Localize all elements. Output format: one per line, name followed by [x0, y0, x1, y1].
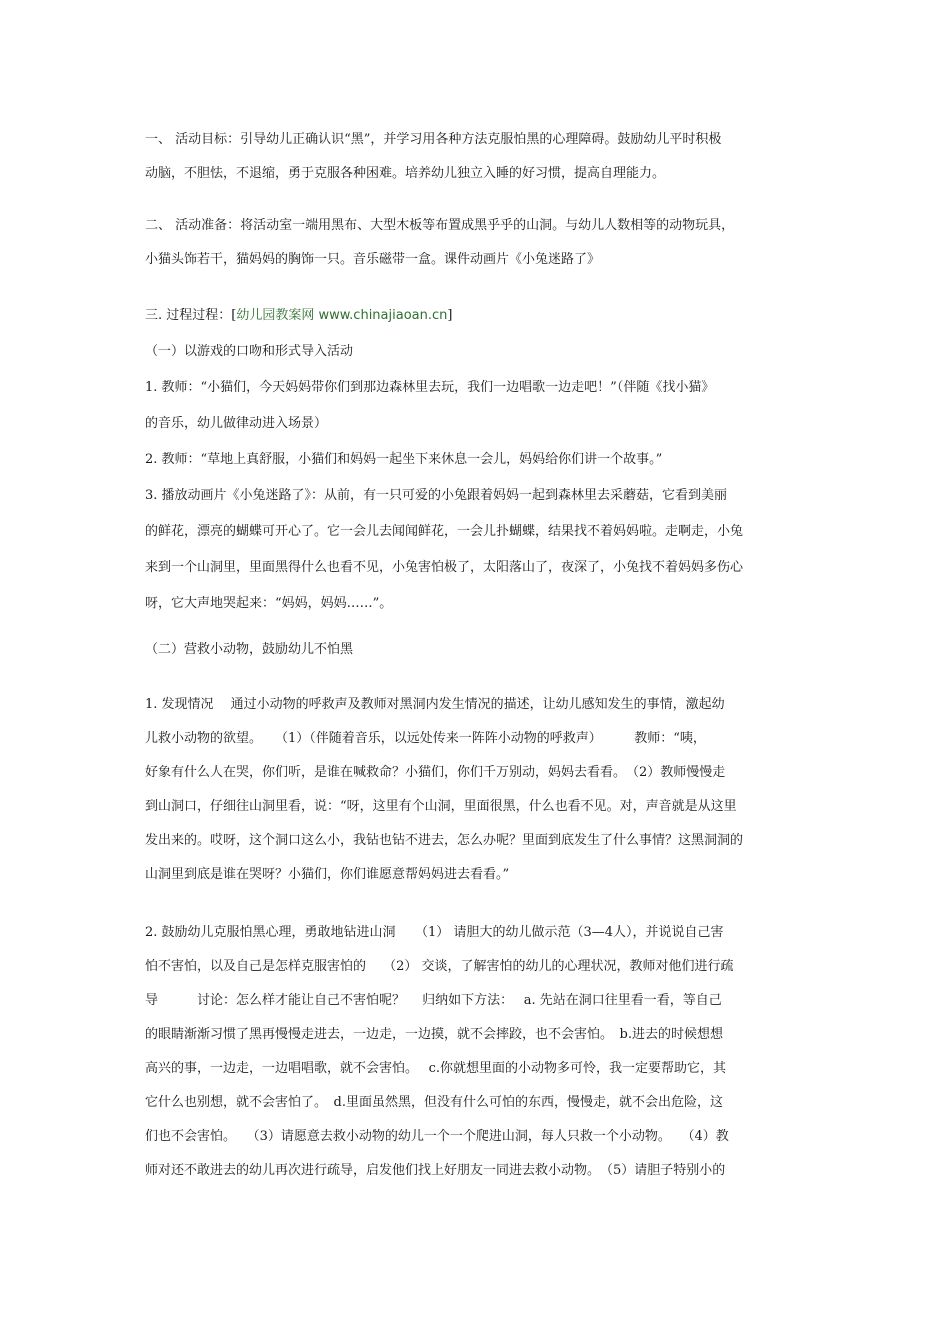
step-one-paragraph: [145, 688, 805, 892]
process-line-3: 的音乐，幼儿做律动进入场景）: [145, 416, 328, 431]
activity-goals-paragraph: [145, 123, 805, 191]
step-one-line-1: 1. 发现情况 通过小动物的呼救声及教师对黑洞内发生情况的描述，让幼儿感知发生的事情，激起幼: [145, 697, 725, 712]
process-line-6: 的鲜花，漂亮的蝴蝶可开心了。它一会儿去闻闻鲜花，一会儿扑蝴蝶，结果找不着妈妈啦。走啊走，小兔: [145, 524, 744, 539]
step-one-line-6: 山洞里到底是谁在哭呀？小猫们，你们谁愿意帮妈妈进去看看。”: [145, 867, 510, 882]
step-two-paragraph: [145, 916, 805, 1188]
step-two-line-1: 2. 鼓励幼儿克服怕黑心理，勇敢地钻进山洞 （1） 请胆大的幼儿做示范（3—4人），并说说自己害: [145, 925, 724, 940]
step-two-line-2: 怕不害怕，以及自己是怎样克服害怕的 （2） 交谈，了解害怕的幼儿的心理状况，教师对他们进行疏: [145, 959, 734, 974]
part-two-heading: [145, 633, 805, 667]
step-two-line-5: 高兴的事，一边走，一边唱唱歌，就不会害怕。 c.你就想里面的小动物多可怜，我一定要帮助它，其: [145, 1061, 727, 1076]
step-two-line-7: 们也不会害怕。 （3）请愿意去救小动物的幼儿一个一个爬进山洞，每人只救一个小动物。 （4）教: [145, 1129, 729, 1144]
process-heading: [145, 298, 805, 334]
process-line-7: 来到一个山洞里，里面黑得什么也看不见，小兔害怕极了，太阳落山了，夜深了，小兔找不着妈妈多伤心: [145, 560, 744, 575]
step-one-line-2: 儿救小动物的欲望。 （1）（伴随着音乐，以远处传来一阵阵小动物的呼救声） 教师：“咦，: [145, 731, 706, 746]
process-heading-suffix: ]: [447, 308, 453, 323]
step-one-line-3: 好象有什么人在哭，你们听，是谁在喊救命？小猫们，你们千万别动，妈妈去看看。 （2）教师慢慢走: [145, 765, 726, 780]
process-heading-prefix: 三. 过程过程：[: [145, 308, 237, 323]
process-line-1: （一）以游戏的口吻和形式导入活动: [145, 344, 354, 359]
goals-line-2: 动脑，不胆怯，不退缩，勇于克服各种困难。培养幼儿独立入睡的好习惯，提高自理能力。: [145, 166, 666, 181]
step-two-line-4: 的眼睛渐渐习惯了黑再慢慢走进去，一边走，一边摸，就不会摔跤，也不会害怕。 b.进去的时候想想: [145, 1027, 723, 1042]
preparation-line-2: 小猫头饰若干，猫妈妈的胸饰一只。音乐磁带一盒。课件动画片《小兔迷路了》: [145, 252, 601, 267]
step-one-line-4: 到山洞口，仔细往山洞里看，说：“呀，这里有个山洞，里面很黑，什么也看不见。对，声音就是从这里: [145, 799, 737, 814]
part-two-title: （二）营救小动物，鼓励幼儿不怕黑: [145, 642, 354, 657]
process-line-2: 1. 教师：“小猫们，今天妈妈带你们到那边森林里去玩，我们一边唱歌一边走吧！”（伴随《找小猫》: [145, 380, 715, 395]
process-section: [145, 298, 805, 622]
website-link[interactable]: 幼儿园教案网 www.chinajiaoan.cn: [236, 308, 448, 323]
step-two-line-6: 它什么也别想，就不会害怕了。 d.里面虽然黑，但没有什么可怕的东西，慢慢走，就不会出危险，这: [145, 1095, 723, 1110]
step-two-line-8: 师对还不敢进去的幼儿再次进行疏导，启发他们找上好朋友一同进去救小动物。 （5）请胆子特别小的: [145, 1163, 726, 1178]
activity-preparation-paragraph: [145, 209, 805, 277]
step-one-line-5: 发出来的。哎呀，这个洞口这么小，我钻也钻不进去，怎么办呢？里面到底发生了什么事情？这黑洞洞的: [145, 833, 744, 848]
step-two-line-3: 导 讨论：怎么样才能让自己不害怕呢？ 归纳如下方法： a. 先站在洞口往里看一看，等自己: [145, 993, 722, 1008]
process-line-4: 2. 教师：“草地上真舒服，小猫们和妈妈一起坐下来休息一会儿，妈妈给你们讲一个故事。”: [145, 452, 663, 467]
process-line-8: 呀，它大声地哭起来：“妈妈，妈妈……”。: [145, 596, 393, 611]
preparation-line-1: 二、 活动准备：将活动室一端用黑布、大型木板等布置成黑乎乎的山洞。与幼儿人数相等的动物玩具，: [145, 218, 735, 233]
process-line-5: 3. 播放动画片《小兔迷路了》：从前，有一只可爱的小兔跟着妈妈一起到森林里去采蘑菇，它看到美丽: [145, 488, 728, 503]
goals-line-1: 一、 活动目标：引导幼儿正确认识“黑”，并学习用各种方法克服怕黑的心理障碍。鼓励幼儿平时积极: [145, 132, 722, 147]
